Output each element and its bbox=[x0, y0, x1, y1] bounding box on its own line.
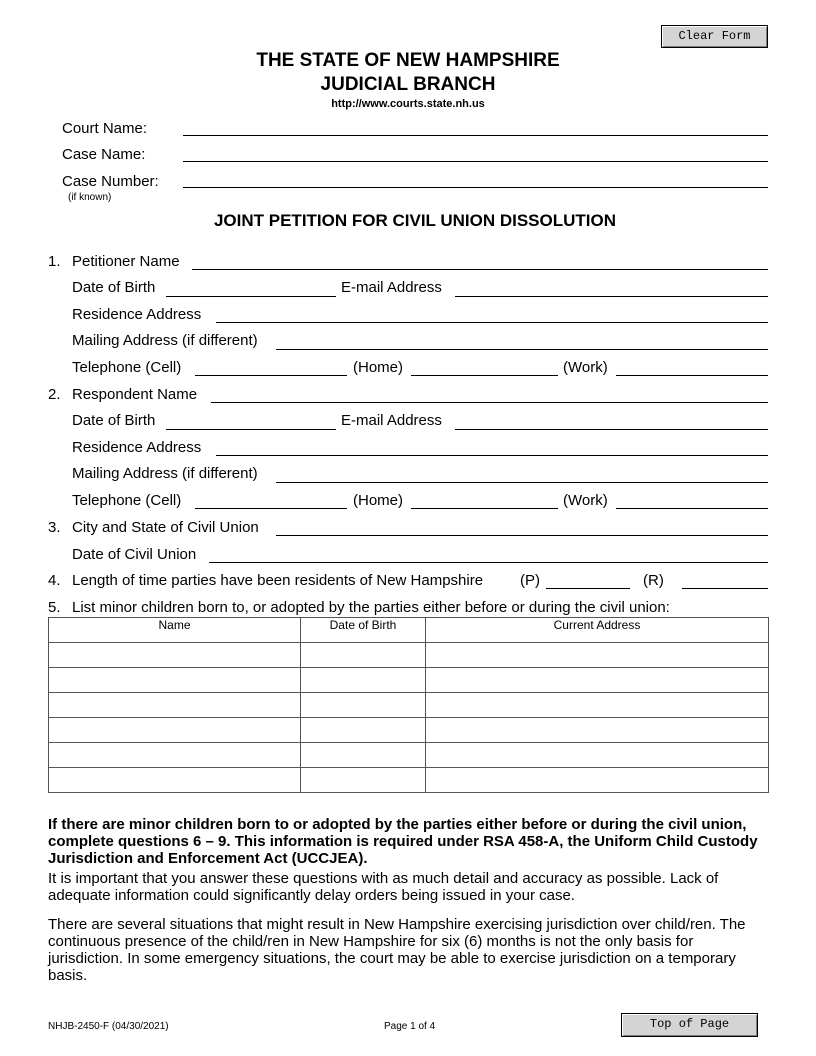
civil-union-date-field[interactable] bbox=[209, 562, 768, 563]
col-name-header: Name bbox=[49, 618, 301, 643]
petitioner-home-field[interactable] bbox=[411, 375, 558, 376]
child-dob-cell[interactable] bbox=[301, 643, 426, 668]
case-number-label: Case Number: bbox=[62, 173, 159, 190]
respondent-dob-field[interactable] bbox=[166, 429, 336, 430]
petitioner-name-field[interactable] bbox=[192, 269, 768, 270]
petitioner-residence-field[interactable] bbox=[216, 322, 768, 323]
q1-number: 1. bbox=[48, 253, 61, 270]
accuracy-notice: It is important that you answer these questions with as much detail and accuracy as possible. Lack of adequate information could significantly delay orders being issued in your case. bbox=[48, 870, 719, 904]
page-number: Page 1 of 4 bbox=[384, 1021, 436, 1032]
residency-p-field[interactable] bbox=[546, 588, 630, 589]
respondent-work-field[interactable] bbox=[616, 508, 768, 509]
petitioner-residence-label: Residence Address bbox=[72, 306, 202, 323]
col-address-header: Current Address bbox=[426, 618, 769, 643]
case-number-field[interactable] bbox=[183, 187, 768, 188]
child-address-cell[interactable] bbox=[426, 743, 769, 768]
child-address-cell[interactable] bbox=[426, 718, 769, 743]
child-address-cell[interactable] bbox=[426, 668, 769, 693]
child-address-cell[interactable] bbox=[426, 693, 769, 718]
table-row bbox=[49, 718, 769, 743]
respondent-dob-label: Date of Birth bbox=[72, 412, 156, 429]
respondent-name-field[interactable] bbox=[211, 402, 768, 403]
table-row bbox=[49, 693, 769, 718]
respondent-work-label: (Work) bbox=[563, 492, 608, 509]
petitioner-dob-field[interactable] bbox=[166, 296, 336, 297]
child-address-cell[interactable] bbox=[426, 643, 769, 668]
residency-r-field[interactable] bbox=[682, 588, 768, 589]
uccjea-notice: If there are minor children born to or adopted by the parties either before or during the civil union, complete questions 6 – 9. This information is required under RSA 458-A, the Uniform Child Custody Jurisdiction and Enforcement Act (UCCJEA). bbox=[48, 816, 758, 867]
child-address-cell[interactable] bbox=[426, 768, 769, 793]
court-url: http://www.courts.state.nh.us bbox=[331, 98, 485, 110]
child-dob-cell[interactable] bbox=[301, 768, 426, 793]
civil-union-date-label: Date of Civil Union bbox=[72, 546, 197, 563]
branch-heading: JUDICIAL BRANCH bbox=[320, 74, 496, 95]
petitioner-cell-label: Telephone (Cell) bbox=[72, 359, 182, 376]
court-name-field[interactable] bbox=[183, 135, 768, 136]
petitioner-email-label: E-mail Address bbox=[341, 279, 442, 296]
respondent-email-field[interactable] bbox=[455, 429, 768, 430]
respondent-mailing-field[interactable] bbox=[276, 482, 768, 483]
child-dob-cell[interactable] bbox=[301, 743, 426, 768]
clear-form-button[interactable]: Clear Form bbox=[661, 25, 768, 48]
respondent-name-label: Respondent Name bbox=[72, 386, 198, 403]
respondent-email-label: E-mail Address bbox=[341, 412, 442, 429]
form-title: JOINT PETITION FOR CIVIL UNION DISSOLUTION bbox=[213, 211, 617, 230]
q5-number: 5. bbox=[48, 599, 61, 616]
child-name-cell[interactable] bbox=[49, 668, 301, 693]
minor-children-label: List minor children born to, or adopted by the parties either before or during the civil union: bbox=[72, 599, 670, 616]
child-name-cell[interactable] bbox=[49, 743, 301, 768]
petitioner-mailing-label: Mailing Address (if different) bbox=[72, 332, 258, 349]
petitioner-mailing-field[interactable] bbox=[276, 349, 768, 350]
civil-union-location-field[interactable] bbox=[276, 535, 768, 536]
petitioner-work-label: (Work) bbox=[563, 359, 608, 376]
q4-number: 4. bbox=[48, 572, 61, 589]
petitioner-cell-field[interactable] bbox=[195, 375, 347, 376]
table-row bbox=[49, 643, 769, 668]
child-name-cell[interactable] bbox=[49, 718, 301, 743]
respondent-cell-field[interactable] bbox=[195, 508, 347, 509]
q3-number: 3. bbox=[48, 519, 61, 536]
residency-p-label: (P) bbox=[520, 572, 540, 589]
child-name-cell[interactable] bbox=[49, 693, 301, 718]
child-dob-cell[interactable] bbox=[301, 693, 426, 718]
form-id: NHJB-2450-F (04/30/2021) bbox=[48, 1021, 169, 1032]
respondent-home-field[interactable] bbox=[411, 508, 558, 509]
respondent-mailing-label: Mailing Address (if different) bbox=[72, 465, 258, 482]
child-name-cell[interactable] bbox=[49, 768, 301, 793]
petitioner-dob-label: Date of Birth bbox=[72, 279, 156, 296]
court-name-label: Court Name: bbox=[62, 120, 148, 137]
jurisdiction-notice: There are several situations that might result in New Hampshire exercising jurisdiction over child/ren. The continuous presence of the child/ren in New Hampshire for six (6) months is not the only basis for jurisdiction. In some emergency situations, the court may be able to exercise jurisdiction on a temporary basis. bbox=[48, 916, 746, 984]
children-table-header bbox=[49, 618, 769, 643]
petitioner-email-field[interactable] bbox=[455, 296, 768, 297]
case-name-field[interactable] bbox=[183, 161, 768, 162]
case-name-label: Case Name: bbox=[62, 146, 146, 163]
respondent-cell-label: Telephone (Cell) bbox=[72, 492, 182, 509]
if-known-note: (if known) bbox=[68, 192, 112, 203]
residency-label: Length of time parties have been residents of New Hampshire bbox=[72, 572, 484, 589]
petitioner-work-field[interactable] bbox=[616, 375, 768, 376]
petitioner-name-label: Petitioner Name bbox=[72, 253, 180, 270]
respondent-home-label: (Home) bbox=[353, 492, 404, 509]
child-name-cell[interactable] bbox=[49, 643, 301, 668]
respondent-residence-field[interactable] bbox=[216, 455, 768, 456]
children-table bbox=[48, 617, 769, 793]
petitioner-home-label: (Home) bbox=[353, 359, 404, 376]
col-dob-header: Date of Birth bbox=[301, 618, 426, 643]
table-row bbox=[49, 743, 769, 768]
table-row bbox=[49, 768, 769, 793]
q2-number: 2. bbox=[48, 386, 61, 403]
top-of-page-button[interactable]: Top of Page bbox=[621, 1013, 758, 1037]
child-dob-cell[interactable] bbox=[301, 668, 426, 693]
residency-r-label: (R) bbox=[643, 572, 664, 589]
table-row bbox=[49, 668, 769, 693]
respondent-residence-label: Residence Address bbox=[72, 439, 202, 456]
state-heading: THE STATE OF NEW HAMPSHIRE bbox=[256, 50, 560, 71]
child-dob-cell[interactable] bbox=[301, 718, 426, 743]
civil-union-location-label: City and State of Civil Union bbox=[72, 519, 259, 536]
